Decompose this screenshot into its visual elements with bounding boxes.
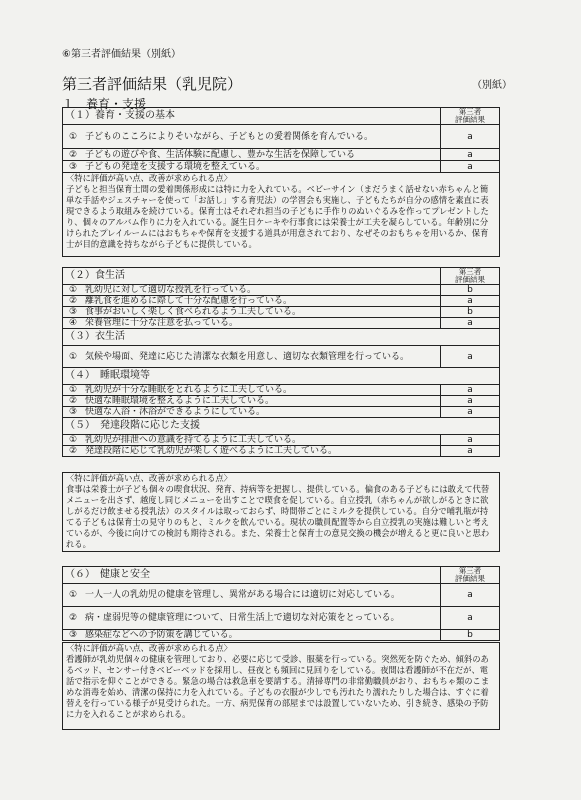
item-number: ② (63, 149, 84, 161)
comment-title: 〈特に評価が高い点、改善が求められる点〉 (66, 473, 232, 483)
category-label: （４） 睡眠環境等 (63, 368, 500, 385)
category-label: （６） 健康と安全 (63, 567, 441, 584)
grade-column-header: 第三者 評価結果 (441, 108, 500, 125)
item-number: ② (63, 296, 84, 307)
item-text: 子どもの遊びや食、生活体験に配慮し、豊かな生活を保障している (83, 149, 441, 161)
comment-box (62, 642, 500, 730)
item-number: ① (63, 435, 84, 446)
annex-label: （別紙） (472, 80, 512, 91)
item-number: ③ (63, 630, 84, 641)
item-grade: a (441, 607, 500, 630)
item-text: 乳幼児が十分な睡眠をとれるように工夫している。 (83, 385, 441, 396)
item-text: 子どもの発達を支援する環境を整えている。 (83, 161, 441, 173)
item-text: 気候や場面、発達に応じた清潔な衣類を用意し、適切な衣類管理を行っている。 (83, 346, 441, 368)
category-label: （５） 発達段階に応じた支援 (63, 418, 500, 435)
item-grade: a (441, 149, 500, 161)
item-text: 一人一人の乳幼児の健康を管理し、異常がある場合には適切に対応している。 (83, 584, 441, 607)
item-number: ① (63, 125, 84, 149)
item-grade: b (441, 630, 500, 641)
item-number: ① (63, 346, 84, 368)
item-grade: a (441, 407, 500, 418)
comment-text: 子どもと担当保育士間の愛着関係形成には特に力を入れている。ベビーサイン（まだうまく話せない赤ちゃんと簡単な手話やジェスチャーを使って「お話し」する育児法）の学習会も実施し、子どもたちが自分の感情を素直に表現できるよう取組みを続けている。保育士はそれぞれ担当の子どもに手作りのぬいぐるみを作ってプレゼントしたり、個々のアルバム作りに力を入れている。誕生日ケーキや行事食には栄養士が工夫を凝らしている。年齢別に分けられたプレイルームにはおもちゃや保育を支援する道具が用意されており、なぜそのおもちゃを用いるか、保育士が目的意識を持ちながら子どもに提供している。 (66, 184, 489, 249)
item-number: ② (63, 446, 84, 457)
section-heading: １ 養育・支援 (62, 97, 147, 111)
item-number: ③ (63, 161, 84, 173)
item-text: 栄養管理に十分な注意を払っている。 (83, 318, 441, 329)
item-text: 離乳食を進めるに際して十分な配慮を行っている。 (83, 296, 441, 307)
category-label: （１）養育・支援の基本 (63, 108, 441, 125)
category-label: （２）食生活 (63, 268, 441, 285)
item-grade: a (441, 385, 500, 396)
page-title: 第三者評価結果（乳児院） (62, 75, 243, 93)
item-number: ③ (63, 407, 84, 418)
item-text: 病・虚弱児等の健康管理について、日常生活上で適切な対応策をとっている。 (83, 607, 441, 630)
item-grade: a (441, 161, 500, 173)
item-number: ④ (63, 318, 84, 329)
comment-text: 看護師が乳幼児個々の健康を管理しており、必要に応じて受診、服薬を行っている。突然死を防ぐため、傾斜のあるベッド、センサー付きベビーベッドを採用し、昼夜とも頻回に見回りをしている。夜間は看護師が不在だが、電話で指示を仰ぐことができる。緊急の場合は救急車を要請する。清掃専門の非常勤職員がおり、おもちゃ類のこまめな消毒を始め、清潔の保持に力を入れている。子どもの衣服が少しでも汚れたり濡れたりした場合は、すぐに着替えを行っている様子が見受けられた。一方、病児保育の部屋までは設置していないため、引き続き、感染の予防に力を入れることが求められる。 (66, 654, 490, 719)
item-grade: b (441, 307, 500, 318)
evaluation-table-basic (62, 107, 500, 173)
item-grade: a (441, 346, 500, 368)
item-text: 感染症などへの予防策を講じている。 (83, 630, 441, 641)
item-number: ② (63, 396, 84, 407)
comment-title: 〈特に評価が高い点、改善が求められる点〉 (66, 643, 232, 653)
item-number: ① (63, 584, 84, 607)
item-number: ① (63, 385, 84, 396)
category-label: （３）衣生活 (63, 329, 500, 346)
comment-box (62, 472, 500, 552)
item-text: 食事がおいしく楽しく食べられるよう工夫している。 (83, 307, 441, 318)
item-text: 乳幼児が排泄への意識を持てるように工夫している。 (83, 435, 441, 446)
page-header-label: ⑥第三者評価結果（別紙） (62, 49, 181, 60)
item-number: ② (63, 607, 84, 630)
item-text: 乳幼児に対して適切な授乳を行っている。 (83, 285, 441, 296)
evaluation-table-health-safety (62, 566, 500, 641)
item-text: 快適な睡眠環境を整えるように工夫している。 (83, 396, 441, 407)
grade-column-header: 第三者 評価結果 (441, 268, 500, 285)
item-text: 子どものこころによりそいながら、子どもとの愛着関係を育んでいる。 (83, 125, 441, 149)
item-text: 発達段階に応じて乳幼児が楽しく遊べるように工夫している。 (83, 446, 441, 457)
item-grade: b (441, 285, 500, 296)
item-grade: a (441, 125, 500, 149)
item-text: 快適な入浴・沐浴ができるようにしている。 (83, 407, 441, 418)
item-number: ③ (63, 307, 84, 318)
grade-column-header: 第三者 評価結果 (441, 567, 500, 584)
evaluation-table-daily-life (62, 267, 500, 457)
item-number: ① (63, 285, 84, 296)
item-grade: a (441, 446, 500, 457)
comment-box (62, 172, 500, 257)
comment-text: 食事は栄養士が子ども個々の喫食状況、発育、持病等を把握し、提供している。偏食のある子どもには敢えて代替メニューを出さず、越度し同じメニューを出すことで喫食を促している。自立授乳（赤ちゃんが欲しがるときに欲しがるだけ飲ませる授乳法）のスタイルは取っておらず、時間帯ごとにミルクを提供している。自分で哺乳瓶が持てる子どもは保育士の見守りのもと、ミルクを飲んでいる。現状の職員配置等から自立授乳の実施は難しいと考えているが、今後に向けての検討も期待される。また、栄養士と保育士の意見交換の機会が増えると更に良いと思われる。 (66, 484, 490, 549)
item-grade: a (441, 396, 500, 407)
comment-title: 〈特に評価が高い点、改善が求められる点〉 (66, 173, 232, 183)
item-grade: a (441, 584, 500, 607)
item-grade: a (441, 318, 500, 329)
item-grade: a (441, 435, 500, 446)
item-grade: a (441, 296, 500, 307)
